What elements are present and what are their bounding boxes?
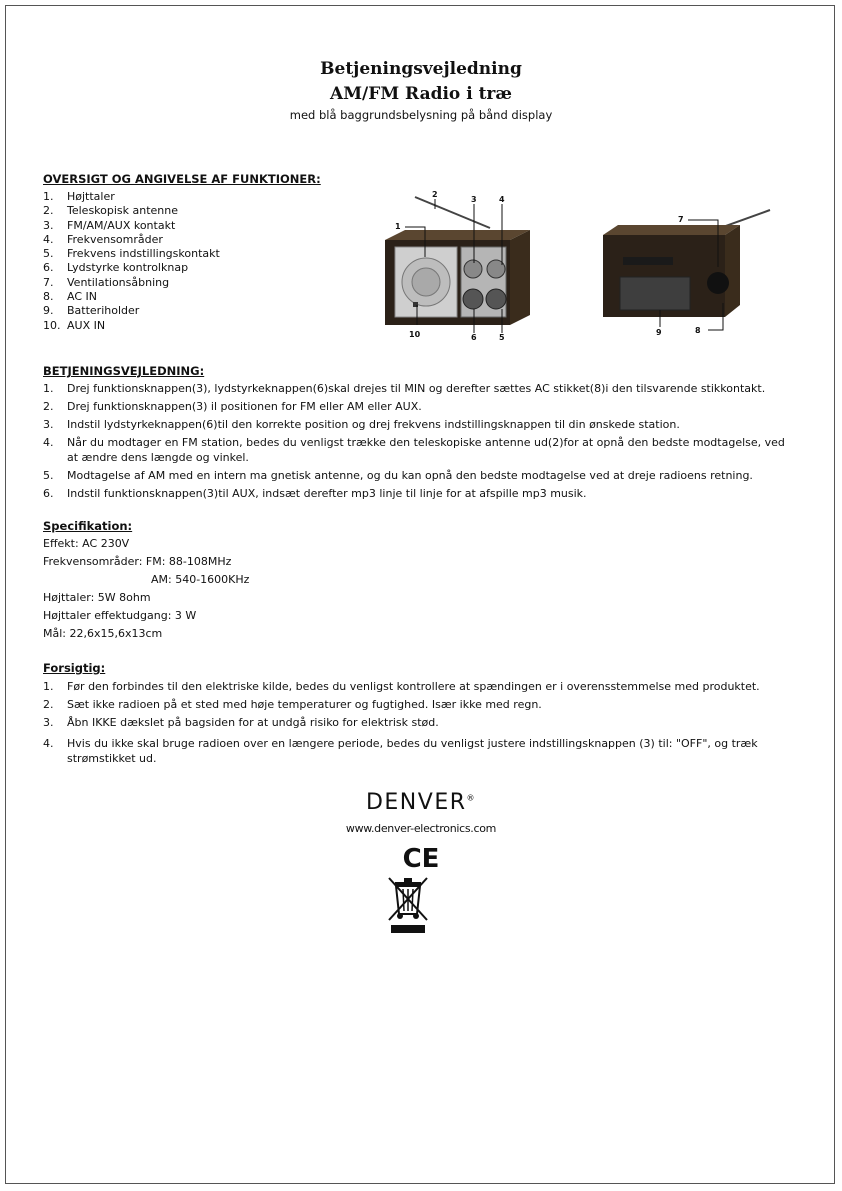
document-subtitle-product: AM/FM Radio i træ [330,84,512,104]
radio-illustration [375,185,775,345]
list-item: 2. Drej funktionsknappen(3) il positionen for FM eller AM eller AUX. [43,400,422,413]
list-item: 6. Indstil funktionsknappen(3)til AUX, indsæt derefter mp3 linje til linje for at afspille mp3 musik. [43,487,587,500]
callout-3: 3 [471,195,477,204]
list-item: 5. Modtagelse af AM med en intern ma gnetisk antenne, og du kan opnå den bedste modtagelse ved at dreje radioens retning. [43,469,753,482]
specs-block [43,535,249,643]
caution-heading: Forsigtig: [43,661,106,675]
registered-mark: ® [466,793,477,803]
website-url: www.denver-electronics.com [345,822,497,835]
radio-front-view [385,197,530,325]
list-item: 1. Før den forbindes til den elektriske kilde, bedes du venligst kontrollere at spændingen er i overensstemmelse med produktet. [43,680,760,693]
list-item: 4. Frekvensområder [43,232,163,246]
overview-heading: OVERSIGT OG ANGIVELSE AF FUNKTIONER: [43,172,321,186]
list-item: 3. Indstil lydstyrkeknappen(6)til den korrekte position og drej frekvens indstillingsknappen til din ønskede station. [43,418,680,431]
caution-list [43,679,803,766]
list-item: 7. Ventilationsåbning [43,275,170,289]
callout-7: 7 [678,215,684,224]
callout-9: 9 [656,328,662,337]
spec-line: Højttaler: 5W 8ohm [43,591,151,604]
callout-6: 6 [471,333,477,342]
spec-line: Mål: 22,6x15,6x13cm [43,627,163,640]
list-item: 10. AUX IN [43,318,106,332]
callout-4: 4 [499,195,505,204]
list-item: 8. AC IN [43,290,97,304]
list-item: 2. Teleskopisk antenne [43,204,179,218]
spec-line: Højttaler effektudgang: 3 W [43,609,197,622]
list-item: 5. Frekvens indstillingskontakt [43,247,220,261]
list-item: 1. Højttaler [43,190,115,203]
list-item: 1. Drej funktionsknappen(3), lydstyrkeknappen(6)skal drejes til MIN og derefter sættes AC stikket(8)i den tilsvarende stikkontakt. [43,382,766,395]
specs-heading: Specifikation: [43,519,133,533]
instructions-list [43,381,803,501]
weee-bin-icon [385,876,431,934]
callout-8: 8 [695,326,701,335]
radio-back-view [603,210,770,317]
callout-10: 10 [409,330,421,339]
spec-line: AM: 540-1600KHz [151,573,250,586]
overview-list [43,190,220,333]
list-item: 4. Når du modtager en FM station, bedes du venligst trække den teleskopiske antenne ud(2)for at opnå den bedste modtagelse, ved at ændre dens længde og vinkel. [43,436,785,464]
callout-5: 5 [499,333,505,342]
document-title: Betjeningsvejledning [320,59,522,79]
list-item: 3. FM/AM/AUX kontakt [43,218,176,232]
spec-line: Frekvensområder: FM: 88-108MHz [43,555,232,568]
document-tagline: med blå baggrundsbelysning på bånd display [289,108,553,122]
spec-line: Effekt: AC 230V [43,537,130,550]
callout-1: 1 [395,222,401,231]
list-item: 2. Sæt ikke radioen på et sted med høje temperaturer og fugtighed. Især ikke med regn. [43,698,542,711]
brand-name: DENVER [365,790,467,815]
list-item: 4. Hvis du ikke skal bruge radioen over en længere periode, bedes du venligst justere indstillingsknappen (3) til: "OFF", og træk strømstikket ud. [43,737,758,765]
instructions-heading: BETJENINGSVEJLEDNING: [43,364,205,378]
list-item: 9. Batteriholder [43,304,140,318]
list-item: 3. Åbn IKKE dækslet på bagsiden for at undgå risiko for elektrisk stød. [43,716,439,729]
callout-2: 2 [432,190,438,199]
radio-figure-svg [375,185,775,345]
brand-logo [0,790,842,815]
list-item: 6. Lydstyrke kontrolknap [43,261,189,275]
ce-mark: CE [402,844,440,874]
